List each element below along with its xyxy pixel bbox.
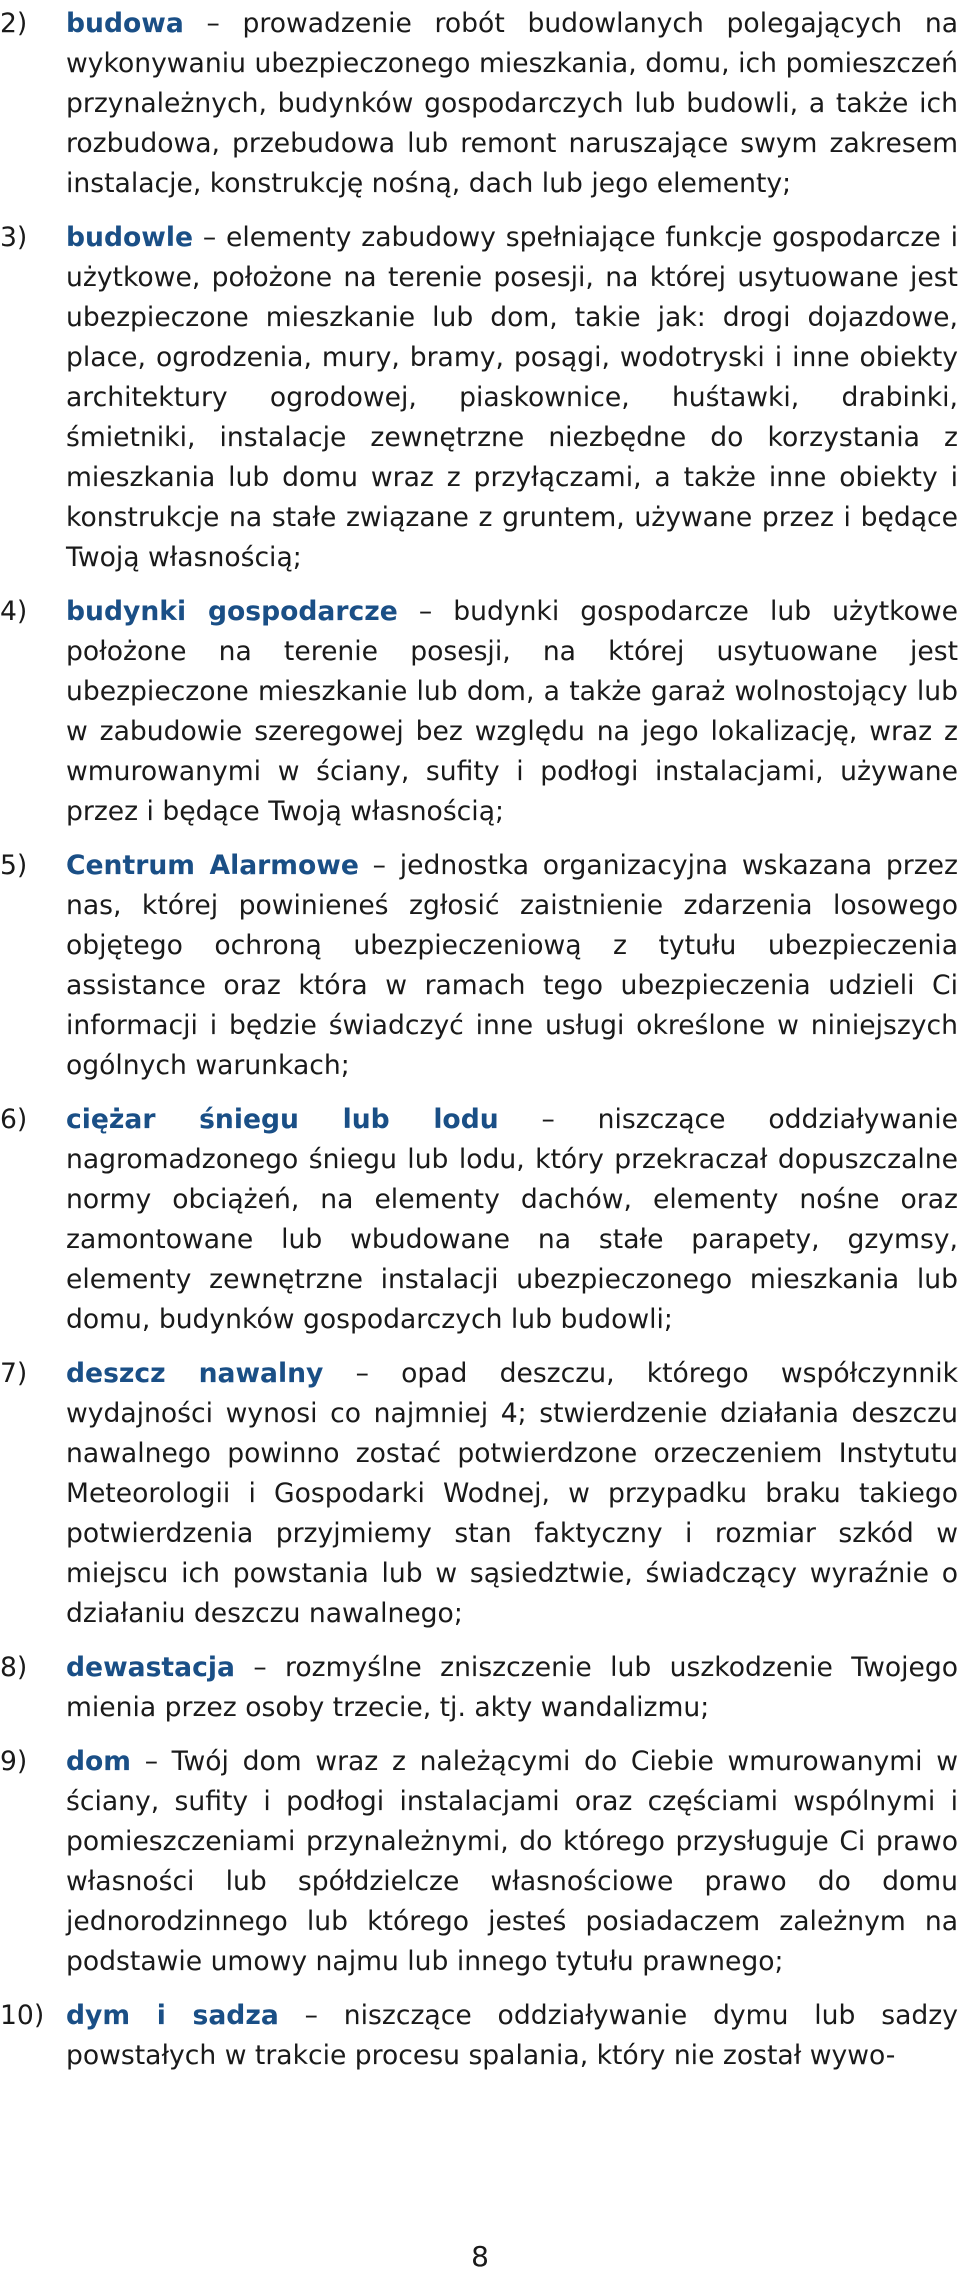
definition-text: – Twój dom wraz z należącymi do Ciebie wmurowanymi w ściany, sufity i podłogi instalacjami oraz częściami wspólnymi i pomieszczeniami przynależnymi, do którego przysługuje Ci prawo własności lub spółdzielcze własnościowe prawo do domu jednorodzinnego lub którego jesteś posiadaczem zależnym na podstawie umowy najmu lub innego tytułu prawnego;	[66, 1746, 958, 1977]
item-number: 5)	[0, 850, 28, 881]
item-number: 9)	[0, 1746, 28, 1777]
definition-term: ciężar śniegu lub lodu	[66, 1104, 499, 1135]
definition-term: Centrum Alarmowe	[66, 850, 359, 881]
item-number: 2)	[0, 8, 28, 39]
definition-term: budynki gospodarcze	[66, 596, 398, 627]
item-number: 4)	[0, 596, 28, 627]
definition-term: dom	[66, 1746, 132, 1777]
definition-text: – rozmyślne zniszczenie lub uszkodzenie Twojego mienia przez osoby trzecie, tj. akty wandalizmu;	[66, 1652, 958, 1723]
definition-item	[0, 4, 958, 204]
definition-term: budowa	[66, 8, 184, 39]
definition-text: – jednostka organizacyjna wskazana przez nas, której powinieneś zgłosić zaistnienie zdarzenia losowego objętego ochroną ubezpieczeniową z tytułu ubezpieczenia assistance oraz która w ramach tego ubezpieczenia udzieli Ci informacji i będzie świadczyć inne usługi określone w niniejszych ogólnych warunkach;	[66, 850, 958, 1081]
item-number: 3)	[0, 222, 28, 253]
definition-item	[0, 592, 958, 832]
page-number: 8	[471, 2240, 489, 2273]
definition-text: – niszczące oddziaływanie dymu lub sadzy powstałych w trakcie procesu spalania, który nie został wywo-	[66, 2000, 958, 2071]
definition-item	[0, 1742, 958, 1982]
definition-term: dewastacja	[66, 1652, 235, 1683]
definition-item	[0, 1996, 958, 2076]
definition-text: – prowadzenie robót budowlanych polegających na wykonywaniu ubezpieczonego mieszkania, domu, ich pomieszczeń przynależnych, budynków gospodarczych lub budowli, a także ich rozbudowa, przebudowa lub remont naruszające swym zakresem instalacje, konstrukcję nośną, dach lub jego elementy;	[66, 8, 958, 199]
definition-item	[0, 846, 958, 1086]
definition-text: – opad deszczu, którego współczynnik wydajności wynosi co najmniej 4; stwierdzenie działania deszczu nawalnego powinno zostać potwierdzone orzeczeniem Instytutu Meteorologii i Gospodarki Wodnej, w przypadku braku takiego potwierdzenia przyjmiemy stan faktyczny i rozmiar szkód w miejscu ich powstania lub w sąsiedztwie, świadczący wyraźnie o działaniu deszczu nawalnego;	[66, 1358, 958, 1629]
definition-item	[0, 1648, 958, 1728]
item-number: 6)	[0, 1104, 28, 1135]
definition-term: budowle	[66, 222, 193, 253]
definition-item	[0, 218, 958, 578]
definition-item	[0, 1100, 958, 1340]
definition-term: deszcz nawalny	[66, 1358, 324, 1389]
definition-text: – elementy zabudowy spełniające funkcje gospodarcze i użytkowe, położone na terenie posesji, na której usytuowane jest ubezpieczone mieszkanie lub dom, takie jak: drogi dojazdowe, place, ogrodzenia, mury, bramy, posągi, wodotryski i inne obiekty architektury ogrodowej, piaskownice, huśtawki, drabinki, śmietniki, instalacje zewnętrzne niezbędne do korzystania z mieszkania lub domu wraz z przyłączami, a także inne obiekty i konstrukcje na stałe związane z gruntem, używane przez i będące Twoją własnością;	[66, 222, 958, 573]
definition-term: dym i sadza	[66, 2000, 279, 2031]
definition-text: – budynki gospodarcze lub użytkowe położone na terenie posesji, na której usytuowane jest ubezpieczone mieszkanie lub dom, a także garaż wolnostojący lub w zabudowie szeregowej bez względu na jego lokalizację, wraz z wmurowanymi w ściany, sufity i podłogi instalacjami, używane przez i będące Twoją własnością;	[66, 596, 958, 827]
definition-text: – niszczące oddziaływanie nagromadzonego śniegu lub lodu, który przekraczał dopuszczalne normy obciążeń, na elementy dachów, elementy nośne oraz zamontowane lub wbudowane na stałe parapety, gzymsy, elementy zewnętrzne instalacji ubezpieczonego mieszkania lub domu, budynków gospodarczych lub budowli;	[66, 1104, 958, 1335]
item-number: 8)	[0, 1652, 28, 1683]
item-number: 10)	[0, 2000, 45, 2031]
definitions-list	[0, 4, 958, 2090]
item-number: 7)	[0, 1358, 28, 1389]
definition-item	[0, 1354, 958, 1634]
